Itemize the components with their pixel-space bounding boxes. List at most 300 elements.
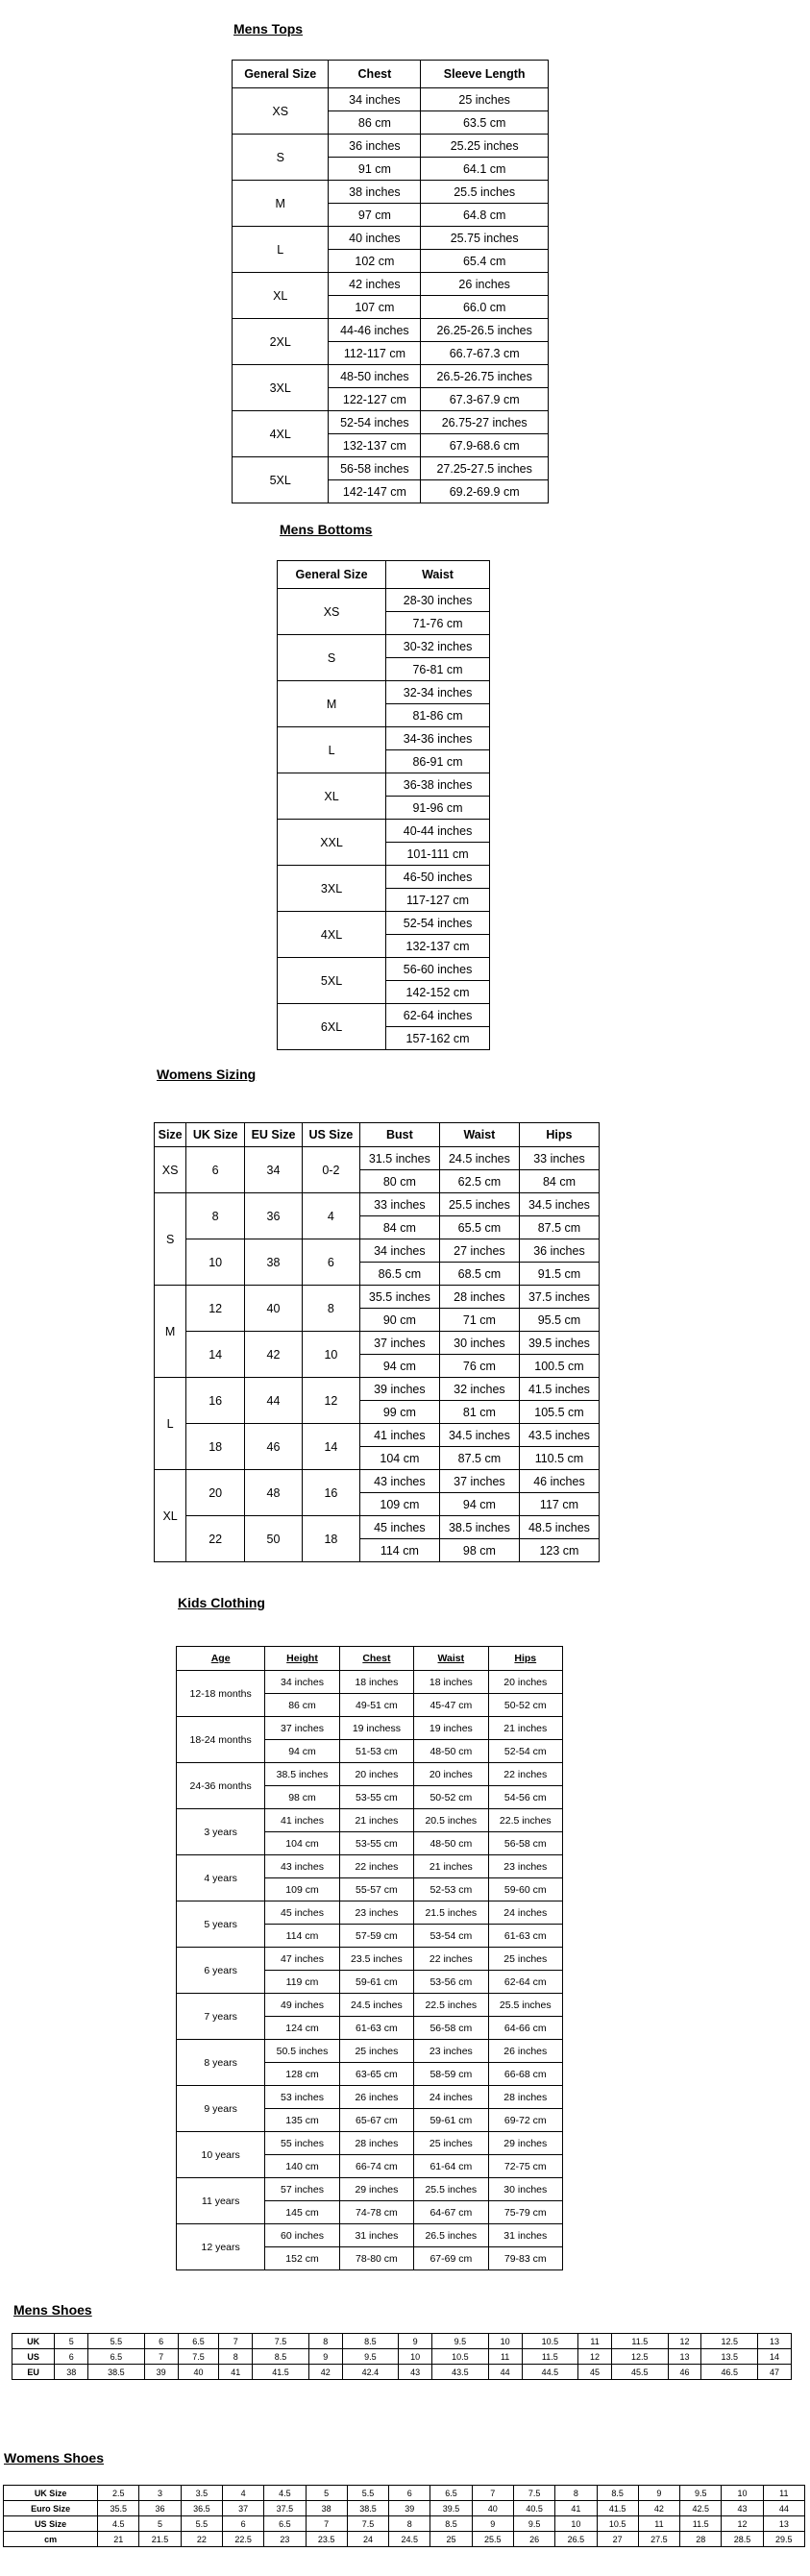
table-cell: 54-56 cm: [488, 1786, 562, 1809]
table-cell: 94 cm: [439, 1493, 519, 1516]
table-cell: 25.5: [472, 2532, 513, 2547]
table-cell: 39.5: [430, 2501, 472, 2516]
size-label: L: [233, 227, 329, 273]
size-label: XS: [155, 1147, 186, 1193]
us-size: 4: [302, 1193, 359, 1239]
table-row: [4, 2516, 805, 2532]
table-cell: 9.5: [342, 2349, 399, 2365]
us-size: 6: [302, 1239, 359, 1286]
age-label: 10 years: [177, 2132, 265, 2178]
table-cell: 23: [264, 2532, 306, 2547]
table-cell: 4: [222, 2486, 263, 2501]
eu-size: 36: [245, 1193, 303, 1239]
table-cell: 84 cm: [519, 1170, 599, 1193]
table-cell: 37 inches: [359, 1332, 439, 1355]
table-cell: 95.5 cm: [519, 1309, 599, 1332]
table-cell: 8.5: [342, 2334, 399, 2349]
table-cell: 24 inches: [414, 2086, 488, 2109]
table-cell: 21.5: [139, 2532, 181, 2547]
mens-tops-heading: [233, 21, 303, 37]
table-cell: 135 cm: [265, 2109, 339, 2132]
table-cell: 45 inches: [359, 1516, 439, 1539]
table-cell: 22.5 inches: [414, 1994, 488, 2017]
column-header: Bust: [359, 1123, 439, 1147]
table-cell: 57 inches: [265, 2178, 339, 2201]
table-cell: 101-111 cm: [386, 843, 490, 866]
table-cell: 99 cm: [359, 1401, 439, 1424]
table-cell: 23 inches: [488, 1855, 562, 1878]
table-cell: 8.5: [597, 2486, 638, 2501]
size-label: XS: [233, 88, 329, 135]
table-cell: 79-83 cm: [488, 2247, 562, 2270]
table-row: [278, 589, 490, 612]
table-cell: 61-63 cm: [488, 1925, 562, 1948]
table-cell: 78-80 cm: [339, 2247, 413, 2270]
table-cell: 39: [144, 2365, 178, 2380]
table-cell: 26 inches: [488, 2040, 562, 2063]
table-row: [233, 227, 549, 250]
table-cell: 12.5: [611, 2349, 668, 2365]
size-label: S: [155, 1193, 186, 1286]
table-row: [155, 1193, 600, 1216]
section-title: Mens Bottoms: [280, 522, 373, 537]
size-label: 5XL: [233, 457, 329, 503]
row-label: US Size: [4, 2516, 98, 2532]
us-size: 12: [302, 1378, 359, 1424]
table-row: [278, 773, 490, 797]
table-cell: 55 inches: [265, 2132, 339, 2155]
table-cell: 7.5: [253, 2334, 309, 2349]
table-cell: 36 inches: [329, 135, 421, 158]
us-size: 10: [302, 1332, 359, 1378]
table-cell: 42.5: [680, 2501, 722, 2516]
size-label: 6XL: [278, 1004, 386, 1050]
table-cell: 53-55 cm: [339, 1786, 413, 1809]
table-cell: 56-58 inches: [329, 457, 421, 480]
column-header: Waist: [439, 1123, 519, 1147]
table-cell: 41: [555, 2501, 597, 2516]
table-row: [155, 1286, 600, 1309]
size-label: M: [155, 1286, 186, 1378]
table-cell: 66-74 cm: [339, 2155, 413, 2178]
table-cell: 63.5 cm: [421, 111, 549, 135]
row-label: EU: [12, 2365, 55, 2380]
table-cell: 142-152 cm: [386, 981, 490, 1004]
table-cell: 5: [139, 2516, 181, 2532]
table-cell: 8: [555, 2486, 597, 2501]
table-cell: 9.5: [432, 2334, 489, 2349]
table-cell: 51-53 cm: [339, 1740, 413, 1763]
table-cell: 37.5: [264, 2501, 306, 2516]
table-cell: 59-61 cm: [414, 2109, 488, 2132]
kids-clothing-table: [176, 1646, 563, 2270]
header-row: [155, 1123, 600, 1147]
table-cell: 30-32 inches: [386, 635, 490, 658]
table-row: [177, 2040, 563, 2063]
age-label: 9 years: [177, 2086, 265, 2132]
table-cell: 64.8 cm: [421, 204, 549, 227]
column-header: UK Size: [186, 1123, 245, 1147]
table-row: [155, 1516, 600, 1539]
table-cell: 4.5: [98, 2516, 139, 2532]
womens-shoes-heading: [4, 2450, 104, 2466]
row-label: US: [12, 2349, 55, 2365]
table-cell: 123 cm: [519, 1539, 599, 1562]
table-cell: 50-52 cm: [488, 1694, 562, 1717]
size-label: XL: [278, 773, 386, 820]
table-cell: 7: [144, 2349, 178, 2365]
table-row: [177, 1901, 563, 1925]
size-label: S: [233, 135, 329, 181]
table-cell: 8: [389, 2516, 430, 2532]
table-cell: 142-147 cm: [329, 480, 421, 503]
table-cell: 40.5: [513, 2501, 554, 2516]
table-cell: 58-59 cm: [414, 2063, 488, 2086]
eu-size: 50: [245, 1516, 303, 1562]
table-cell: 21.5 inches: [414, 1901, 488, 1925]
eu-size: 34: [245, 1147, 303, 1193]
table-cell: 23 inches: [414, 2040, 488, 2063]
eu-size: 44: [245, 1378, 303, 1424]
table-cell: 6: [222, 2516, 263, 2532]
table-cell: 71 cm: [439, 1309, 519, 1332]
womens-sizing-heading: [157, 1067, 256, 1082]
table-row: [233, 273, 549, 296]
table-cell: 28.5: [722, 2532, 763, 2547]
table-cell: 46 inches: [519, 1470, 599, 1493]
column-header: Waist: [386, 561, 490, 589]
table-cell: 65.5 cm: [439, 1216, 519, 1239]
table-cell: 11.5: [522, 2349, 578, 2365]
size-label: 3XL: [278, 866, 386, 912]
section-title: Womens Shoes: [4, 2450, 104, 2466]
table-cell: 45: [578, 2365, 612, 2380]
age-label: 4 years: [177, 1855, 265, 1901]
uk-size: 6: [186, 1147, 245, 1193]
us-size: 16: [302, 1470, 359, 1516]
table-cell: 52-54 inches: [386, 912, 490, 935]
table-cell: 13: [758, 2334, 792, 2349]
table-cell: 22 inches: [414, 1948, 488, 1971]
table-cell: 25.75 inches: [421, 227, 549, 250]
table-cell: 39: [389, 2501, 430, 2516]
table-cell: 27 inches: [439, 1239, 519, 1263]
table-cell: 7: [472, 2486, 513, 2501]
table-cell: 43: [722, 2501, 763, 2516]
table-cell: 21 inches: [414, 1855, 488, 1878]
table-cell: 65.4 cm: [421, 250, 549, 273]
table-cell: 32 inches: [439, 1378, 519, 1401]
table-cell: 37 inches: [439, 1470, 519, 1493]
table-cell: 10: [399, 2349, 432, 2365]
table-cell: 21 inches: [488, 1717, 562, 1740]
table-cell: 39.5 inches: [519, 1332, 599, 1355]
table-cell: 124 cm: [265, 2017, 339, 2040]
size-label: L: [278, 727, 386, 773]
table-cell: 56-58 cm: [488, 1832, 562, 1855]
table-cell: 10.5: [522, 2334, 578, 2349]
table-row: [177, 1717, 563, 1740]
uk-size: 10: [186, 1239, 245, 1286]
table-cell: 6: [144, 2334, 178, 2349]
table-cell: 41.5 inches: [519, 1378, 599, 1401]
table-cell: 27: [597, 2532, 638, 2547]
table-cell: 56-58 cm: [414, 2017, 488, 2040]
table-cell: 117 cm: [519, 1493, 599, 1516]
table-cell: 26.5: [555, 2532, 597, 2547]
table-cell: 36-38 inches: [386, 773, 490, 797]
table-cell: 112-117 cm: [329, 342, 421, 365]
table-row: [278, 820, 490, 843]
column-header: Hips: [488, 1647, 562, 1671]
table-row: [278, 1004, 490, 1027]
table-cell: 19 inches: [414, 1717, 488, 1740]
table-cell: 114 cm: [359, 1539, 439, 1562]
table-cell: 105.5 cm: [519, 1401, 599, 1424]
table-cell: 18 inches: [339, 1671, 413, 1694]
table-cell: 24.5 inches: [439, 1147, 519, 1170]
table-cell: 45.5: [611, 2365, 668, 2380]
table-row: [233, 88, 549, 111]
table-cell: 9.5: [680, 2486, 722, 2501]
table-cell: 12.5: [701, 2334, 758, 2349]
table-cell: 29.5: [763, 2532, 804, 2547]
table-cell: 6: [389, 2486, 430, 2501]
table-cell: 29 inches: [488, 2132, 562, 2155]
table-cell: 50-52 cm: [414, 1786, 488, 1809]
table-cell: 48.5 inches: [519, 1516, 599, 1539]
table-cell: 76 cm: [439, 1355, 519, 1378]
table-cell: 71-76 cm: [386, 612, 490, 635]
column-header: Height: [265, 1647, 339, 1671]
section-title: Mens Shoes: [13, 2302, 92, 2318]
table-cell: 19 inchess: [339, 1717, 413, 1740]
table-cell: 12: [722, 2516, 763, 2532]
age-label: 12-18 months: [177, 1671, 265, 1717]
table-cell: 23.5: [306, 2532, 347, 2547]
us-size: 14: [302, 1424, 359, 1470]
table-row: [155, 1470, 600, 1493]
age-label: 6 years: [177, 1948, 265, 1994]
table-cell: 12: [668, 2334, 701, 2349]
table-cell: 12: [578, 2349, 612, 2365]
mens-shoes-heading: [13, 2302, 92, 2318]
row-label: cm: [4, 2532, 98, 2547]
row-label: UK: [12, 2334, 55, 2349]
table-cell: 46-50 inches: [386, 866, 490, 889]
table-cell: 31 inches: [339, 2224, 413, 2247]
us-size: 18: [302, 1516, 359, 1562]
table-cell: 42.4: [342, 2365, 399, 2380]
table-cell: 36: [139, 2501, 181, 2516]
table-cell: 11.5: [611, 2334, 668, 2349]
table-row: [155, 1332, 600, 1355]
table-cell: 67-69 cm: [414, 2247, 488, 2270]
table-row: [278, 727, 490, 750]
table-cell: 33 inches: [519, 1147, 599, 1170]
size-label: XL: [233, 273, 329, 319]
table-cell: 26.25-26.5 inches: [421, 319, 549, 342]
table-cell: 43.5 inches: [519, 1424, 599, 1447]
column-header: EU Size: [245, 1123, 303, 1147]
table-cell: 63-65 cm: [339, 2063, 413, 2086]
table-cell: 102 cm: [329, 250, 421, 273]
us-size: 8: [302, 1286, 359, 1332]
us-size: 0-2: [302, 1147, 359, 1193]
table-row: [278, 866, 490, 889]
table-cell: 41 inches: [265, 1809, 339, 1832]
table-cell: 24.5 inches: [339, 1994, 413, 2017]
table-cell: 66.0 cm: [421, 296, 549, 319]
age-label: 24-36 months: [177, 1763, 265, 1809]
column-header: US Size: [302, 1123, 359, 1147]
table-cell: 67.3-67.9 cm: [421, 388, 549, 411]
table-cell: 52-54 inches: [329, 411, 421, 434]
table-cell: 87.5 cm: [519, 1216, 599, 1239]
table-cell: 61-63 cm: [339, 2017, 413, 2040]
size-label: M: [278, 681, 386, 727]
table-row: [177, 2224, 563, 2247]
table-cell: 38 inches: [329, 181, 421, 204]
eu-size: 38: [245, 1239, 303, 1286]
table-cell: 6.5: [88, 2349, 145, 2365]
table-cell: 11: [488, 2349, 522, 2365]
table-row: [233, 181, 549, 204]
table-row: [233, 457, 549, 480]
table-cell: 97 cm: [329, 204, 421, 227]
table-cell: 62.5 cm: [439, 1170, 519, 1193]
table-cell: 8.5: [430, 2516, 472, 2532]
table-cell: 7.5: [178, 2349, 219, 2365]
table-cell: 23 inches: [339, 1901, 413, 1925]
table-row: [4, 2486, 805, 2501]
uk-size: 18: [186, 1424, 245, 1470]
size-label: XL: [155, 1470, 186, 1562]
table-cell: 104 cm: [359, 1447, 439, 1470]
table-cell: 117-127 cm: [386, 889, 490, 912]
kids-clothing-heading: [178, 1595, 265, 1610]
section-title: Kids Clothing: [178, 1595, 265, 1610]
table-row: [177, 1671, 563, 1694]
column-header: Age: [177, 1647, 265, 1671]
table-cell: 91-96 cm: [386, 797, 490, 820]
table-cell: 11.5: [680, 2516, 722, 2532]
age-label: 12 years: [177, 2224, 265, 2270]
table-cell: 26 inches: [339, 2086, 413, 2109]
table-cell: 46: [668, 2365, 701, 2380]
table-cell: 86-91 cm: [386, 750, 490, 773]
table-cell: 20 inches: [339, 1763, 413, 1786]
eu-size: 46: [245, 1424, 303, 1470]
table-cell: 86.5 cm: [359, 1263, 439, 1286]
section-title: Womens Sizing: [157, 1067, 257, 1082]
table-cell: 44: [763, 2501, 804, 2516]
table-cell: 49-51 cm: [339, 1694, 413, 1717]
table-cell: 28 inches: [488, 2086, 562, 2109]
table-cell: 25 inches: [421, 88, 549, 111]
table-cell: 69.2-69.9 cm: [421, 480, 549, 503]
table-cell: 50.5 inches: [265, 2040, 339, 2063]
uk-size: 14: [186, 1332, 245, 1378]
table-cell: 4.5: [264, 2486, 306, 2501]
table-row: [12, 2365, 792, 2380]
table-cell: 76-81 cm: [386, 658, 490, 681]
table-cell: 53-55 cm: [339, 1832, 413, 1855]
table-cell: 25.5 inches: [414, 2178, 488, 2201]
table-cell: 6.5: [178, 2334, 219, 2349]
table-cell: 91 cm: [329, 158, 421, 181]
table-cell: 10.5: [597, 2516, 638, 2532]
table-cell: 64.1 cm: [421, 158, 549, 181]
table-cell: 27.25-27.5 inches: [421, 457, 549, 480]
table-cell: 59-61 cm: [339, 1971, 413, 1994]
table-row: [4, 2532, 805, 2547]
table-cell: 22: [181, 2532, 222, 2547]
size-label: 4XL: [278, 912, 386, 958]
table-cell: 9: [472, 2516, 513, 2532]
table-cell: 18 inches: [414, 1671, 488, 1694]
table-cell: 9.5: [513, 2516, 554, 2532]
table-cell: 7.5: [513, 2486, 554, 2501]
table-cell: 41: [219, 2365, 253, 2380]
table-cell: 26.5-26.75 inches: [421, 365, 549, 388]
table-cell: 30 inches: [488, 2178, 562, 2201]
table-cell: 20.5 inches: [414, 1809, 488, 1832]
table-row: [12, 2349, 792, 2365]
row-label: UK Size: [4, 2486, 98, 2501]
table-cell: 107 cm: [329, 296, 421, 319]
table-cell: 34-36 inches: [386, 727, 490, 750]
table-row: [233, 365, 549, 388]
table-cell: 59-60 cm: [488, 1878, 562, 1901]
table-cell: 34 inches: [359, 1239, 439, 1263]
table-row: [278, 681, 490, 704]
table-cell: 9: [308, 2349, 342, 2365]
table-cell: 46.5: [701, 2365, 758, 2380]
size-label: 2XL: [233, 319, 329, 365]
mens-shoes-table: [12, 2333, 792, 2380]
table-cell: 119 cm: [265, 1971, 339, 1994]
table-cell: 109 cm: [265, 1878, 339, 1901]
table-cell: 43 inches: [265, 1855, 339, 1878]
table-cell: 3.5: [181, 2486, 222, 2501]
size-label: XS: [278, 589, 386, 635]
eu-size: 48: [245, 1470, 303, 1516]
table-row: [278, 958, 490, 981]
mens-tops-table: [232, 60, 549, 503]
table-cell: 37: [222, 2501, 263, 2516]
table-cell: 41.5: [253, 2365, 309, 2380]
table-row: [233, 411, 549, 434]
table-cell: 86 cm: [329, 111, 421, 135]
table-cell: 128 cm: [265, 2063, 339, 2086]
table-cell: 55-57 cm: [339, 1878, 413, 1901]
womens-sizing-table: [154, 1122, 600, 1562]
table-cell: 64-66 cm: [488, 2017, 562, 2040]
table-cell: 34.5 inches: [439, 1424, 519, 1447]
size-label: XXL: [278, 820, 386, 866]
table-cell: 11: [578, 2334, 612, 2349]
table-cell: 41 inches: [359, 1424, 439, 1447]
table-cell: 40: [472, 2501, 513, 2516]
column-header: Waist: [414, 1647, 488, 1671]
table-cell: 5.5: [88, 2334, 145, 2349]
table-cell: 2.5: [98, 2486, 139, 2501]
table-row: [278, 912, 490, 935]
table-cell: 66-68 cm: [488, 2063, 562, 2086]
table-cell: 110.5 cm: [519, 1447, 599, 1470]
table-row: [155, 1147, 600, 1170]
